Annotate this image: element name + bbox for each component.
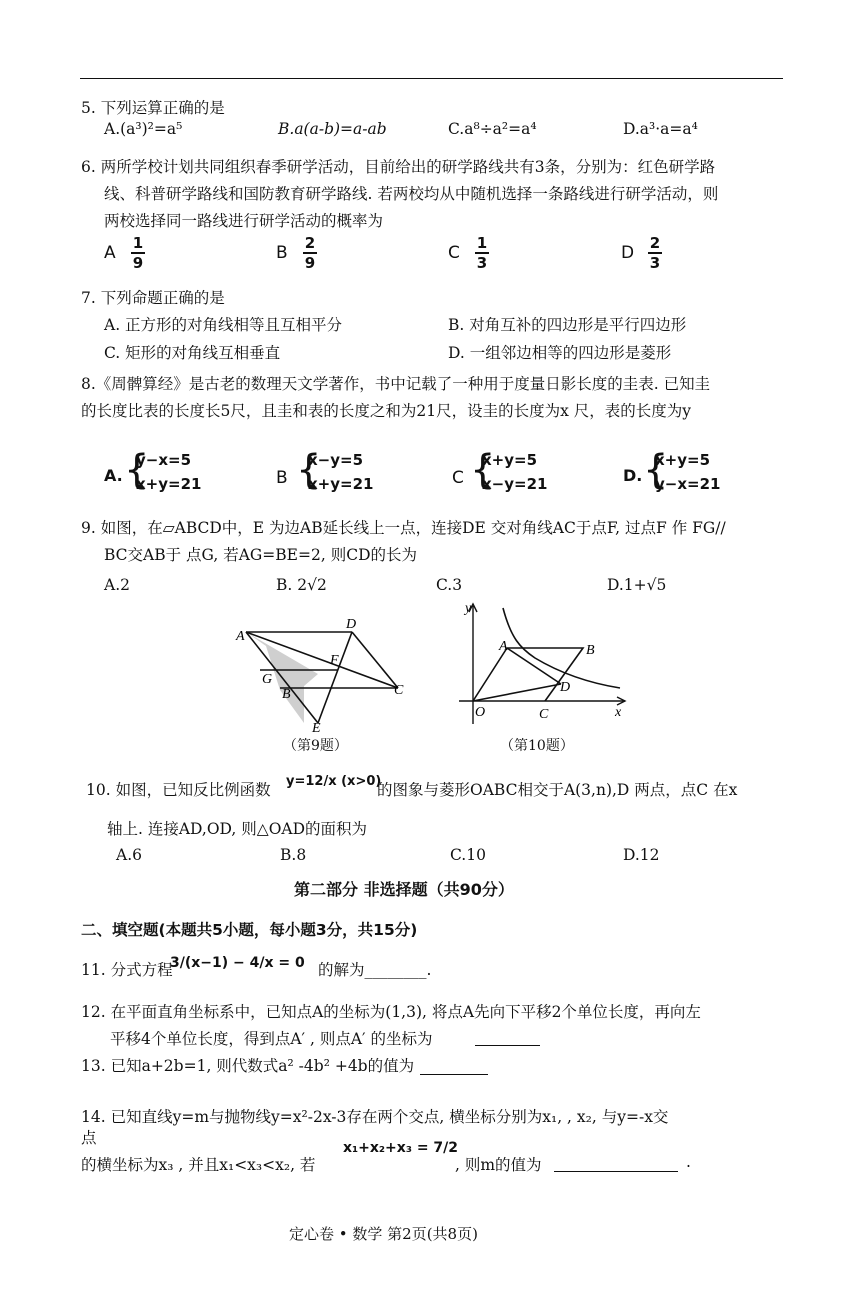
fig10-label-b: B: [586, 643, 595, 658]
q14-line1: 14. 已知直线y=m与抛物线y=x²-2x-3存在两个交点, 横坐标分别为x₁, , x₂, 与y=-x交: [81, 1108, 669, 1126]
fig9-label-c: C: [394, 683, 404, 698]
q11-post: 的解为________.: [318, 961, 432, 979]
q6-c-denominator: 3: [476, 254, 488, 272]
q13-text: 13. 已知a+2b=1, 则代数式a² -4b² +4b的值为: [81, 1057, 415, 1075]
header-rule: [80, 78, 783, 79]
q7-stem: 7. 下列命题正确的是: [81, 289, 225, 307]
q5-option-b: B.a(a-b)=a-ab: [278, 120, 387, 138]
q6-option-a-fraction: [131, 235, 145, 271]
page-footer: 定心卷 • 数学 第2页(共8页): [289, 1225, 478, 1243]
figure-q9-caption: （第9题）: [283, 738, 348, 754]
q6-option-c-letter: C: [448, 243, 460, 263]
q14-line3-end: , 则m的值为: [455, 1156, 542, 1174]
q5-option-c: C.a⁸÷a²=a⁴: [448, 120, 537, 138]
q10-option-a: A.6: [116, 846, 142, 864]
q6-line2: 线、科普研学路线和国防教育研学路线. 若两校均从中随机选择一条路线进行研学活动，则: [104, 185, 719, 203]
q6-b-numerator: 2: [304, 234, 316, 252]
q10-option-c: C.10: [450, 846, 486, 864]
q10-option-b: B.8: [280, 846, 307, 864]
q8-c-eq2: x−y=21: [482, 475, 548, 493]
q5-option-d: D.a³·a=a⁴: [623, 120, 698, 138]
fig9-label-f: F: [330, 653, 339, 668]
q9-option-d: D.1+√5: [607, 576, 667, 594]
q10-option-d: D.12: [623, 846, 660, 864]
section2-title: 二、填空题(本题共5小题，每小题3分，共15分): [81, 921, 418, 939]
q14-line3-start: 的横坐标为x₃ , 并且x₁<x₃<x₂, 若: [81, 1156, 316, 1174]
q6-a-numerator: 1: [132, 234, 144, 252]
q8-b-eq2: x+y=21: [308, 475, 374, 493]
q8-b-eq1: x−y=5: [308, 451, 364, 469]
q6-d-numerator: 2: [649, 234, 661, 252]
figure-q10-segment-ad: [507, 648, 561, 684]
q8-line1: 8.《周髀算经》是古老的数理天文学著作，书中记载了一种用于度量日影长度的圭表. 已知圭: [81, 375, 711, 393]
q8-option-d-letter: D.: [623, 466, 643, 485]
q12-line2: 平移4个单位长度，得到点A′ , 则点A′ 的坐标为: [110, 1030, 433, 1048]
fig10-label-x: x: [615, 705, 622, 720]
q6-option-c-fraction: [475, 235, 489, 271]
q6-c-numerator: 1: [476, 234, 488, 252]
q6-d-denominator: 3: [649, 254, 661, 272]
q6-a-denominator: 9: [132, 254, 144, 272]
fig9-label-g: G: [262, 672, 273, 687]
q9-option-b: B. 2√2: [276, 576, 327, 594]
part2-title: 第二部分 非选择题（共90分）: [294, 880, 514, 899]
q8-a-eq1: y−x=5: [136, 451, 192, 469]
q8-a-eq2: x+y=21: [136, 475, 202, 493]
q14-condition: x₁+x₂+x₃ = 7/2: [343, 1140, 459, 1156]
figure-q10-shapes: [473, 608, 620, 701]
q8-option-c-letter: C: [452, 468, 464, 488]
q8-d-eq1: x+y=5: [655, 451, 711, 469]
q8-option-a-letter: A.: [104, 466, 123, 485]
q10-line2: 轴上. 连接AD,OD, 则△OAD的面积为: [107, 820, 368, 838]
q5-option-a: A.(a³)²=a⁵: [104, 120, 183, 138]
fig9-label-e: E: [312, 721, 321, 736]
q9-line1: 9. 如图，在▱ABCD中，E 为边AB延长线上一点，连接DE 交对角线AC于点F, 过点F 作 FG//: [81, 519, 726, 537]
q7-option-b: B. 对角互补的四边形是平行四边形: [448, 316, 687, 334]
fig9-label-d: D: [346, 618, 357, 632]
q9-line2: BC交AB于 点G, 若AG=BE=2, 则CD的长为: [104, 546, 417, 564]
figure-q9-parallelogram: [230, 618, 420, 736]
figure-q10-hyperbola-rhombus: [455, 598, 635, 730]
fig9-label-a: A: [236, 629, 245, 644]
q6-option-d-fraction: [648, 235, 662, 271]
q6-line3: 两校选择同一路线进行研学活动的概率为: [104, 212, 384, 230]
q11-equation: 3/(x−1) − 4/x = 0: [170, 955, 305, 971]
q6-option-b-fraction: [303, 235, 317, 271]
fig9-label-b: B: [282, 687, 291, 702]
q9-option-a: A.2: [104, 576, 130, 594]
fig10-label-a: A: [499, 639, 508, 654]
q6-option-a-letter: A: [104, 243, 116, 263]
q10-function: y=12/x (x>0): [286, 774, 382, 789]
q12-line1: 12. 在平面直角坐标系中，已知点A的坐标为(1,3), 将点A先向下平移2个单位长度，再向左: [81, 1003, 701, 1021]
q10-pre: 10. 如图，已知反比例函数: [86, 781, 271, 799]
q8-line2: 的长度比表的长度长5尺，且圭和表的长度之和为21尺，设圭的长度为x 尺，表的长度为y: [81, 402, 692, 420]
q10-post: 的图象与菱形OABC相交于A(3,n),D 两点，点C 在x: [377, 781, 738, 799]
q6-option-d-letter: D: [621, 243, 635, 263]
q13-answer-blank: [420, 1073, 488, 1075]
q8-c-eq1: x+y=5: [482, 451, 538, 469]
figure-q10-caption: （第10题）: [500, 738, 574, 754]
fig10-label-d: D: [560, 680, 571, 695]
q7-option-c: C. 矩形的对角线互相垂直: [104, 344, 281, 362]
q14-answer-blank: [554, 1170, 678, 1172]
q8-d-eq2: y−x=21: [655, 475, 721, 493]
q12-answer-blank: [475, 1044, 540, 1046]
q9-option-c: C.3: [436, 576, 463, 594]
q14-line2: 点: [81, 1129, 97, 1147]
q11-pre: 11. 分式方程: [81, 961, 173, 979]
q6-line1: 6. 两所学校计划共同组织春季研学活动，目前给出的研学路线共有3条，分别为：红色研学路: [81, 158, 716, 176]
q8-option-b-letter: B: [276, 468, 288, 488]
q5-stem: 5. 下列运算正确的是: [81, 99, 225, 117]
fig10-label-o: O: [475, 705, 486, 720]
q14-period: .: [686, 1153, 691, 1171]
q6-option-b-letter: B: [276, 243, 288, 263]
fig10-label-c: C: [539, 707, 549, 722]
q7-option-d: D. 一组邻边相等的四边形是菱形: [448, 344, 672, 362]
q6-b-denominator: 9: [304, 254, 316, 272]
fig10-label-y: y: [465, 601, 472, 616]
q7-option-a: A. 正方形的对角线相等且互相平分: [104, 316, 343, 334]
